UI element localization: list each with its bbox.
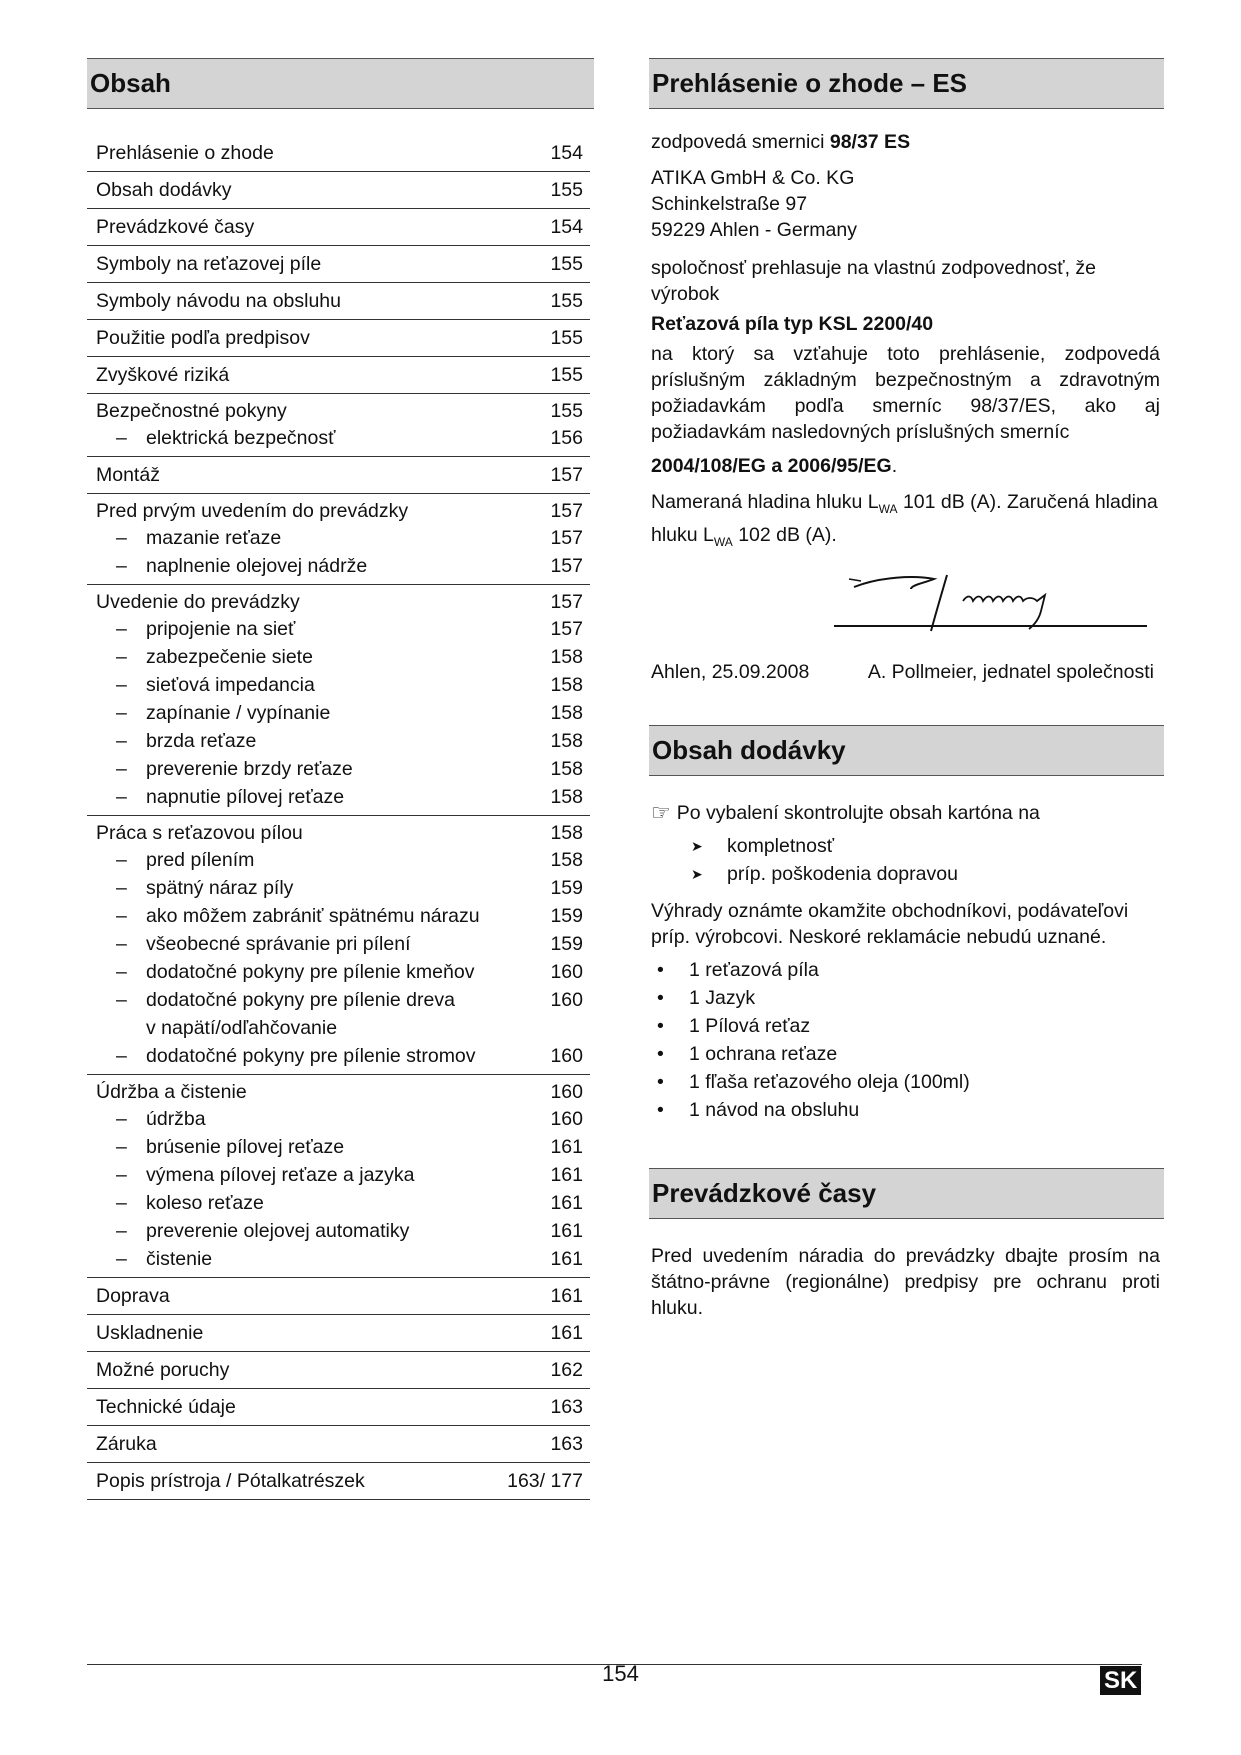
bullet-icon: • [657,1042,664,1065]
directive-line: zodpovedá smernici 98/37 ES [651,131,911,153]
toc-subtitle-line: dodatočné pokyny pre pílenie dreva [146,989,455,1011]
operating-times-heading: Prevádzkové časy [649,1168,1164,1219]
list-item: ➤ príp. poškodenia dopravou [691,860,1160,888]
dash-bullet-icon: – [116,905,127,927]
toc-subtitle-line: napnutie pílovej reťaze [146,786,345,808]
toc-subentry[interactable] [87,930,590,958]
list-item: • 1 ochrana reťaze [651,1040,1160,1068]
toc-row[interactable] [87,1357,590,1383]
toc-subtitle-line: pripojenie na sieť [146,618,296,640]
toc-entry[interactable] [87,1075,590,1278]
toc-title: Uskladnenie [96,1322,204,1344]
dash-bullet-icon: – [116,527,127,549]
dash-bullet-icon: – [116,674,127,696]
dash-bullet-icon: – [116,1164,127,1186]
toc-subentry[interactable] [87,986,590,1042]
toc-subtitle [146,552,523,580]
toc-entry[interactable] [87,494,590,585]
toc-subentry[interactable] [87,783,590,811]
toc-subentry[interactable] [87,1245,590,1273]
page-number: 154 [602,1661,639,1686]
list-item: ➤ kompletnosť [691,832,1160,860]
toc-page: 158 [550,646,583,668]
dash-bullet-icon: – [116,1108,127,1130]
toc-page: 158 [550,674,583,696]
complaint-notice: Výhrady oznámte okamžite obchodníkovi, podávateľovi príp. výrobcovi. Neskoré reklamácie nebudú uznané. [651,899,1129,948]
signatory-name: A. Pollmeier, jednatel společnosti [867,660,1154,683]
toc-entry[interactable] [87,1315,590,1352]
toc-row[interactable] [87,288,590,314]
check-instruction: ☞ Po vybalení skontrolujte obsah kartóna na [651,799,1040,825]
toc-subentry[interactable] [87,846,590,874]
toc-title: Obsah dodávky [96,179,232,201]
bullet-icon: • [657,986,664,1009]
toc-subtitle-line: všeobecné správanie pri pílení [146,933,411,955]
list-item: • 1 fľaša reťazového oleja (100ml) [651,1068,1160,1096]
toc-row[interactable] [87,325,590,351]
list-item: • 1 reťazová píla [651,956,1160,984]
toc-title: Symboly návodu na obsluhu [96,290,341,312]
dash-bullet-icon: – [116,933,127,955]
bullet-icon: • [657,1014,664,1037]
toc-subentry[interactable] [87,524,590,552]
toc-title: Technické údaje [96,1396,236,1418]
toc-subtitle [146,524,523,552]
toc-subtitle-line: čistenie [146,1248,213,1270]
toc-entry[interactable] [87,585,590,816]
toc-page: 155 [550,364,583,386]
toc-subtitle-line: brzda reťaze [146,730,257,752]
toc-subentry[interactable] [87,755,590,783]
dash-bullet-icon: – [116,786,127,808]
declaration-body [649,129,1164,555]
delivery-body [649,800,1164,1124]
toc-subtitle [146,699,523,727]
toc-subentry[interactable] [87,727,590,755]
toc-row[interactable] [87,589,590,615]
conformity-text: na ktorý sa vzťahuje toto prehlásenie, zodpovedá príslušným základným bezpečnostným a zdravotným požiadavkám podľa smerníc 98/37/ES, ako aj požiadavkám nasledovných príslušných smerníc [651,343,1160,443]
bullet-icon: • [657,1098,664,1121]
toc-row[interactable] [87,498,590,524]
toc-page: 161 [550,1322,583,1344]
toc-subtitle-line: zapínanie / vypínanie [146,702,331,724]
dash-bullet-icon: – [116,427,127,449]
toc-entry[interactable] [87,172,590,209]
dash-bullet-icon: – [116,1045,127,1067]
toc-subtitle [146,671,523,699]
dash-bullet-icon: – [116,849,127,871]
toc-page: 155 [550,327,583,349]
toc-entry[interactable] [87,457,590,494]
toc-page: 163 [550,1433,583,1455]
toc-row[interactable] [87,251,590,277]
toc-page: 157 [550,555,583,577]
toc-title: Montáž [96,464,160,486]
toc-page: 155 [550,400,583,422]
toc-page: 156 [550,427,583,449]
toc-page: 161 [550,1248,583,1270]
dash-bullet-icon: – [116,1136,127,1158]
toc-page: 155 [550,290,583,312]
toc-row[interactable] [87,1431,590,1457]
toc-subtitle [146,643,523,671]
toc-page: 157 [550,464,583,486]
dash-bullet-icon: – [116,555,127,577]
toc-entry[interactable] [87,246,590,283]
toc-page: 161 [550,1192,583,1214]
toc-subtitle-line: brúsenie pílovej reťaze [146,1136,345,1158]
toc-page: 157 [550,618,583,640]
toc-subentry[interactable] [87,1105,590,1133]
dash-bullet-icon: – [116,702,127,724]
bullet-icon: • [657,958,664,981]
arrow-bullet-icon: ➤ [691,837,703,854]
toc-subtitle [146,902,523,930]
toc-title: Bezpečnostné pokyny [96,400,287,422]
toc-entry[interactable] [87,1389,590,1426]
toc-subtitle-line: sieťová impedancia [146,674,315,696]
toc-subtitle [146,615,523,643]
toc-page: 154 [550,216,583,238]
delivery-items [651,956,1160,1124]
toc-page: 160 [550,989,583,1011]
toc-page: 163/ 177 [507,1470,583,1492]
toc-page: 159 [550,877,583,899]
toc-subtitle-line: preverenie brzdy reťaze [146,758,353,780]
toc-title: Prehlásenie o zhode [96,142,274,164]
toc-subtitle [146,1105,523,1133]
dash-bullet-icon: – [116,758,127,780]
declaration-heading: Prehlásenie o zhode – ES [649,58,1164,109]
check-list [691,832,1160,888]
dash-bullet-icon: – [116,646,127,668]
right-column [649,58,1164,1321]
toc-title: Záruka [96,1433,157,1455]
signature-image [649,559,1164,649]
toc-page: 158 [550,786,583,808]
toc-subtitle [146,958,523,986]
toc-subtitle-line: pred pílením [146,849,255,871]
list-item: • 1 návod na obsluhu [651,1096,1160,1124]
toc-page: 160 [550,1108,583,1130]
toc-subtitle [146,1189,523,1217]
dash-bullet-icon: – [116,877,127,899]
signature-row [649,659,1164,685]
toc-title: Doprava [96,1285,170,1307]
toc-subtitle-line: koleso reťaze [146,1192,264,1214]
toc-subentry[interactable] [87,615,590,643]
toc-row[interactable] [87,820,590,846]
toc-subtitle-line: naplnenie olejovej nádrže [146,555,368,577]
toc-subentry[interactable] [87,699,590,727]
toc-subtitle-line: spätný náraz píly [146,877,294,899]
toc-subtitle [146,755,523,783]
toc-row[interactable] [87,398,590,424]
list-item: • 1 Pílová reťaz [651,1012,1160,1040]
declaration-statement: spoločnosť prehlasuje na vlastnú zodpovednosť, že výrobok [651,257,1096,305]
toc-subentry[interactable] [87,424,590,452]
toc-page: 162 [550,1359,583,1381]
toc-page: 158 [550,702,583,724]
toc-subentry[interactable] [87,552,590,580]
toc-page: 160 [550,1045,583,1067]
language-badge: SK [1100,1666,1141,1695]
toc-subtitle [146,1245,523,1273]
toc-page: 161 [550,1220,583,1242]
toc-subentry[interactable] [87,1133,590,1161]
toc-page: 158 [550,849,583,871]
arrow-bullet-icon: ➤ [691,865,703,882]
noise-level-text: Nameraná hladina hluku $L_{WA}$ 101 dB (A). Zaručená hladina hluku $L_{WA}$ 102 dB (A). [651,491,1158,549]
toc-title: Uvedenie do prevádzky [96,591,300,613]
toc-subtitle [146,874,523,902]
toc-subentry[interactable] [87,1161,590,1189]
dash-bullet-icon: – [116,989,127,1011]
toc-subtitle [146,1042,523,1070]
toc-title: Možné poruchy [96,1359,230,1381]
dash-bullet-icon: – [116,730,127,752]
toc-title: Symboly na reťazovej píle [96,253,322,275]
toc-subtitle [146,727,523,755]
pointing-hand-icon: ☞ [651,799,671,825]
company-address: ATIKA GmbH & Co. KG Schinkelstraße 97 59229 Ahlen - Germany [651,167,857,241]
toc-page: 157 [550,591,583,613]
toc-subtitle-line: preverenie olejovej automatiky [146,1220,410,1242]
toc-page: 159 [550,933,583,955]
dash-bullet-icon: – [116,1220,127,1242]
toc-subtitle-line: mazanie reťaze [146,527,282,549]
toc-title: Zvyškové riziká [96,364,230,386]
place-date: Ahlen, 25.09.2008 [651,660,810,683]
toc-title: Použitie podľa predpisov [96,327,310,349]
product-name: Reťazová píla typ KSL 2200/40 [651,313,934,335]
dash-bullet-icon: – [116,1248,127,1270]
toc-page: 158 [550,758,583,780]
toc-subtitle-line: údržba [146,1108,206,1130]
toc-subentry[interactable] [87,902,590,930]
toc-page: 158 [550,822,583,844]
toc-subentry[interactable] [87,874,590,902]
dash-bullet-icon: – [116,618,127,640]
toc-page: 160 [550,1081,583,1103]
toc-page: 155 [550,253,583,275]
toc-subentry[interactable] [87,1042,590,1070]
toc-page: 161 [550,1136,583,1158]
toc-subtitle [146,1133,523,1161]
toc-entry[interactable] [87,1463,590,1500]
toc-row[interactable] [87,1079,590,1105]
toc-page: 158 [550,730,583,752]
toc-title: Práca s reťazovou pílou [96,822,303,844]
toc-subtitle-line: dodatočné pokyny pre pílenie kmeňov [146,961,475,983]
dash-bullet-icon: – [116,1192,127,1214]
toc-subtitle [146,930,523,958]
toc-page: 154 [550,142,583,164]
toc-heading: Obsah [87,58,594,109]
toc-page: 161 [550,1285,583,1307]
toc-entry[interactable] [87,357,590,394]
toc-entry[interactable] [87,320,590,357]
toc-row[interactable] [87,214,590,240]
toc-page: 161 [550,1164,583,1186]
directives-line: 2004/108/EG a 2006/95/EG. [651,455,898,477]
operating-times-text: Pred uvedením náradia do prevádzky dbajte prosím na štátno-právne (regionálne) predpisy pre ochranu proti hluku. [651,1244,1160,1319]
toc-subtitle [146,1217,523,1245]
toc-row[interactable] [87,1320,590,1346]
bullet-icon: • [657,1070,664,1093]
toc-subtitle-line: ako môžem zabrániť spätnému nárazu [146,905,480,927]
toc-row[interactable] [87,1468,590,1494]
toc-subtitle-line: výmena pílovej reťaze a jazyka [146,1164,415,1186]
toc-page: 157 [550,500,583,522]
toc-row[interactable] [87,462,590,488]
toc-row[interactable] [87,1283,590,1309]
toc-subtitle [146,846,523,874]
toc-list [87,135,594,1500]
delivery-heading: Obsah dodávky [649,725,1164,776]
toc-subtitle-line: elektrická bezpečnosť [146,427,336,449]
toc-title: Prevádzkové časy [96,216,255,238]
toc-row[interactable] [87,140,590,166]
toc-title: Popis prístroja / Pótalkatrészek [96,1470,365,1492]
toc-entry[interactable] [87,283,590,320]
toc-page: 157 [550,527,583,549]
toc-title: Údržba a čistenie [96,1081,247,1103]
toc-row[interactable] [87,362,590,388]
toc-subtitle [146,424,523,452]
toc-subtitle-line: v napätí/odľahčovanie [146,1017,338,1039]
toc-entry[interactable] [87,394,590,457]
toc-subentry[interactable] [87,643,590,671]
toc-entry[interactable] [87,1426,590,1463]
toc-subtitle [146,986,523,1042]
toc-row[interactable] [87,177,590,203]
toc-page: 159 [550,905,583,927]
toc-subentry[interactable] [87,1217,590,1245]
toc-subtitle [146,783,523,811]
toc-entry[interactable] [87,135,590,172]
toc-subtitle-line: dodatočné pokyny pre pílenie stromov [146,1045,476,1067]
toc-entry[interactable] [87,209,590,246]
toc-entry[interactable] [87,1278,590,1315]
toc-page: 155 [550,179,583,201]
toc-subentry[interactable] [87,671,590,699]
toc-subtitle-line: zabezpečenie siete [146,646,313,668]
toc-page: 163 [550,1396,583,1418]
toc-row[interactable] [87,1394,590,1420]
toc-title: Pred prvým uvedením do prevádzky [96,500,409,522]
toc-subentry[interactable] [87,1189,590,1217]
toc-entry[interactable] [87,816,590,1075]
list-item: • 1 Jazyk [651,984,1160,1012]
toc-column [87,58,594,1500]
toc-page: 160 [550,961,583,983]
toc-subentry[interactable] [87,958,590,986]
toc-subtitle [146,1161,523,1189]
dash-bullet-icon: – [116,961,127,983]
toc-entry[interactable] [87,1352,590,1389]
